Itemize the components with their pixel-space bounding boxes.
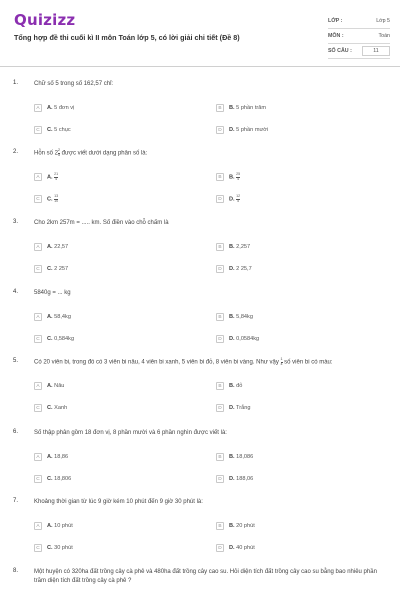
option-prefix: B.: [229, 523, 235, 529]
answer-option-b[interactable]: [216, 312, 253, 322]
question-text: Chữ số 5 trong số 162,57 chỉ:: [34, 81, 114, 87]
answer-option-c[interactable]: [34, 403, 67, 413]
option-prefix: A.: [47, 314, 53, 320]
question-number: 3.: [13, 219, 19, 225]
option-value: Trắng: [236, 405, 251, 411]
option-letter-badge: D: [216, 195, 224, 203]
answer-option-d[interactable]: [216, 334, 259, 344]
option-text: [229, 405, 250, 411]
question-text: Một huyện có 320ha đất trồng cây cà phê và 480ha đất trồng cây cao su. Hỏi diện tích đất trồng cây cao su bằng bao nhiêu phần trăm diện tích đất trồng cây cà phê ?: [34, 569, 377, 584]
option-letter-badge: B: [216, 243, 224, 251]
option-value: 58,4kg: [54, 314, 71, 320]
option-text: [229, 127, 268, 133]
option-letter-badge: D: [216, 335, 224, 343]
option-text: [229, 105, 266, 111]
option-text: [229, 336, 259, 342]
fraction: [54, 173, 58, 181]
option-text: [47, 314, 71, 320]
option-text: [47, 454, 68, 460]
meta-value: 11: [362, 46, 390, 56]
option-value: 5 phần trăm: [236, 105, 267, 111]
option-value: Xanh: [54, 405, 68, 411]
answer-option-b[interactable]: [216, 381, 242, 391]
question-text: Khoảng thời gian từ lúc 9 giờ kém 10 phút đến 9 giờ 30 phút là:: [34, 499, 203, 505]
question-text: [34, 149, 384, 158]
option-letter-badge: C: [34, 544, 42, 552]
option-prefix: C.: [47, 405, 53, 411]
option-letter-badge: B: [216, 104, 224, 112]
meta-label: SỐ CÂU :: [328, 48, 352, 54]
option-value: đỏ: [236, 383, 243, 389]
option-prefix: D.: [229, 266, 235, 272]
option-prefix: A.: [47, 244, 53, 250]
option-value: 0,584kg: [54, 336, 75, 342]
option-prefix: C.: [47, 476, 53, 482]
option-prefix: D.: [229, 127, 235, 133]
question-number: 7.: [13, 498, 19, 504]
option-text: [47, 476, 71, 482]
option-prefix: A.: [47, 523, 53, 529]
fraction: [54, 195, 58, 203]
option-prefix: C.: [47, 127, 53, 133]
question-number: 6.: [13, 429, 19, 435]
option-prefix: B.: [229, 174, 235, 181]
fraction-denominator: 5: [237, 198, 240, 203]
meta-label: MÔN :: [328, 33, 344, 39]
meta-value: Toán: [378, 33, 390, 39]
option-prefix: C.: [47, 196, 53, 203]
option-value: 40 phút: [236, 545, 255, 551]
option-text: [229, 476, 253, 482]
option-value: 18,806: [54, 476, 72, 482]
option-text: [229, 244, 250, 250]
answer-option-b[interactable]: [216, 521, 255, 531]
question-text: Số thập phân gồm 18 đơn vị, 8 phần mười và 6 phần nghìn được viết là:: [34, 430, 227, 436]
answer-option-a[interactable]: [34, 242, 68, 252]
option-prefix: B.: [229, 244, 235, 250]
option-letter-badge: D: [216, 544, 224, 552]
option-prefix: A.: [47, 383, 53, 389]
option-prefix: D.: [229, 196, 235, 203]
option-text: [47, 244, 68, 250]
answer-option-c[interactable]: [34, 474, 71, 484]
option-prefix: D.: [229, 545, 235, 551]
option-prefix: B.: [229, 105, 235, 111]
option-text: [47, 545, 73, 551]
option-text: [47, 127, 71, 133]
option-letter-badge: A: [34, 104, 42, 112]
fraction-denominator: 4: [280, 361, 283, 366]
fraction-numerator: 25: [236, 171, 241, 176]
question-number: 5.: [13, 358, 19, 364]
option-text: [229, 266, 252, 272]
fraction-numerator: 2: [58, 148, 61, 152]
answer-option-d[interactable]: [216, 403, 250, 413]
answer-option-d[interactable]: [216, 125, 268, 135]
option-letter-badge: C: [34, 475, 42, 483]
meta-value: Lớp 5: [376, 18, 390, 24]
option-prefix: B.: [229, 383, 235, 389]
option-prefix: D.: [229, 476, 235, 482]
option-value: 5,84kg: [236, 314, 253, 320]
answer-option-c[interactable]: [34, 543, 73, 553]
option-value: 5 đơn vị: [54, 105, 75, 111]
answer-option-c[interactable]: [34, 264, 68, 274]
option-prefix: A.: [47, 174, 53, 181]
fraction-denominator: 4: [237, 176, 240, 181]
fraction-numerator: 1: [280, 357, 283, 361]
option-letter-badge: B: [216, 522, 224, 530]
question-text: Cho 2km 257m = ..... km. Số điền vào chỗ chấm là: [34, 220, 169, 226]
option-letter-badge: C: [34, 126, 42, 134]
option-letter-badge: B: [216, 382, 224, 390]
fraction: [236, 195, 240, 203]
fraction-denominator: 10: [54, 198, 59, 203]
answer-option-c[interactable]: [34, 125, 71, 135]
question-number: 8.: [13, 568, 19, 574]
option-letter-badge: A: [34, 382, 42, 390]
option-value: 2,257: [236, 244, 251, 250]
option-text: [229, 195, 240, 203]
option-prefix: A.: [47, 105, 53, 111]
answer-option-d[interactable]: [216, 194, 240, 204]
option-prefix: C.: [47, 545, 53, 551]
answer-option-a[interactable]: [34, 452, 68, 462]
answer-option-a[interactable]: [34, 381, 64, 391]
answer-option-b[interactable]: [216, 172, 240, 182]
question-text-part: số viên bi có màu:: [282, 359, 333, 366]
option-text: [229, 314, 253, 320]
option-text: [47, 195, 58, 203]
answer-option-d[interactable]: [216, 474, 253, 484]
question-text-part: được viết dưới dạng phân số là:: [60, 150, 148, 157]
option-value: 22,57: [54, 244, 69, 250]
question-number: 2.: [13, 149, 19, 155]
option-value: 188,06: [236, 476, 254, 482]
option-text: [229, 383, 242, 389]
option-letter-badge: D: [216, 404, 224, 412]
option-letter-badge: D: [216, 475, 224, 483]
option-text: [47, 523, 73, 529]
option-letter-badge: D: [216, 126, 224, 134]
option-text: [47, 383, 64, 389]
option-letter-badge: C: [34, 265, 42, 273]
option-text: [47, 105, 74, 111]
option-value: 18,86: [54, 454, 69, 460]
worksheet-title: Tổng hợp đề thi cuối kì II môn Toán lớp 5, có lời giải chi tiết (Đề 8): [14, 33, 240, 42]
option-letter-badge: A: [34, 173, 42, 181]
fraction-denominator: 4: [55, 176, 58, 181]
option-prefix: C.: [47, 266, 53, 272]
quizizz-logo: Quizizz: [14, 11, 76, 29]
option-value: 2 257: [54, 266, 69, 272]
option-letter-badge: B: [216, 173, 224, 181]
option-prefix: C.: [47, 336, 53, 342]
option-value: 18,086: [236, 454, 254, 460]
fraction-denominator: 5: [58, 152, 61, 157]
option-letter-badge: C: [34, 404, 42, 412]
option-text: [229, 523, 255, 529]
answer-option-a[interactable]: [34, 312, 71, 322]
option-text: [47, 336, 74, 342]
answer-option-c[interactable]: [34, 334, 74, 344]
answer-option-d[interactable]: [216, 264, 252, 274]
option-prefix: D.: [229, 336, 235, 342]
option-text: [229, 173, 240, 181]
option-letter-badge: A: [34, 453, 42, 461]
option-value: 5 phần mười: [236, 127, 269, 133]
option-value: 2 25,7: [236, 266, 252, 272]
answer-option-a[interactable]: [34, 172, 58, 182]
option-letter-badge: C: [34, 335, 42, 343]
option-value: 30 phút: [54, 545, 73, 551]
answer-option-b[interactable]: [216, 452, 253, 462]
option-prefix: A.: [47, 454, 53, 460]
answer-option-b[interactable]: [216, 103, 266, 113]
option-value: 5 chục: [54, 127, 71, 133]
answer-option-d[interactable]: [216, 543, 255, 553]
option-value: 10 phút: [54, 523, 73, 529]
option-letter-badge: C: [34, 195, 42, 203]
option-letter-badge: A: [34, 243, 42, 251]
option-value: Nâu: [54, 383, 65, 389]
option-text: [47, 173, 58, 181]
option-text: [229, 454, 253, 460]
answer-option-a[interactable]: [34, 103, 74, 113]
question-text-part: Hỗn số 2: [34, 150, 59, 157]
fraction-numerator: 12: [236, 193, 241, 198]
fraction: [236, 173, 240, 181]
answer-option-a[interactable]: [34, 521, 73, 531]
option-letter-badge: A: [34, 522, 42, 530]
fraction-numerator: 13: [54, 193, 59, 198]
question-text: 5840g = ... kg: [34, 290, 71, 296]
option-text: [47, 266, 68, 272]
option-value: 0,0584kg: [236, 336, 260, 342]
fraction-numerator: 21: [54, 171, 59, 176]
answer-option-b[interactable]: [216, 242, 250, 252]
option-prefix: B.: [229, 314, 235, 320]
question-text-part: Có 20 viên bi, trong đó có 3 viên bi nâu, 4 viên bi xanh, 5 viên bi đỏ, 8 viên bi vàng. Như vậy: [34, 359, 281, 366]
question-text: [34, 358, 384, 367]
option-letter-badge: B: [216, 453, 224, 461]
answer-option-c[interactable]: [34, 194, 58, 204]
question-number: 4.: [13, 289, 19, 295]
option-text: [229, 545, 255, 551]
question-number: 1.: [13, 80, 19, 86]
option-letter-badge: D: [216, 265, 224, 273]
option-text: [47, 405, 67, 411]
option-letter-badge: B: [216, 313, 224, 321]
option-prefix: B.: [229, 454, 235, 460]
option-value: 20 phút: [236, 523, 255, 529]
meta-label: LỚP :: [328, 18, 343, 24]
option-letter-badge: A: [34, 313, 42, 321]
option-prefix: D.: [229, 405, 235, 411]
